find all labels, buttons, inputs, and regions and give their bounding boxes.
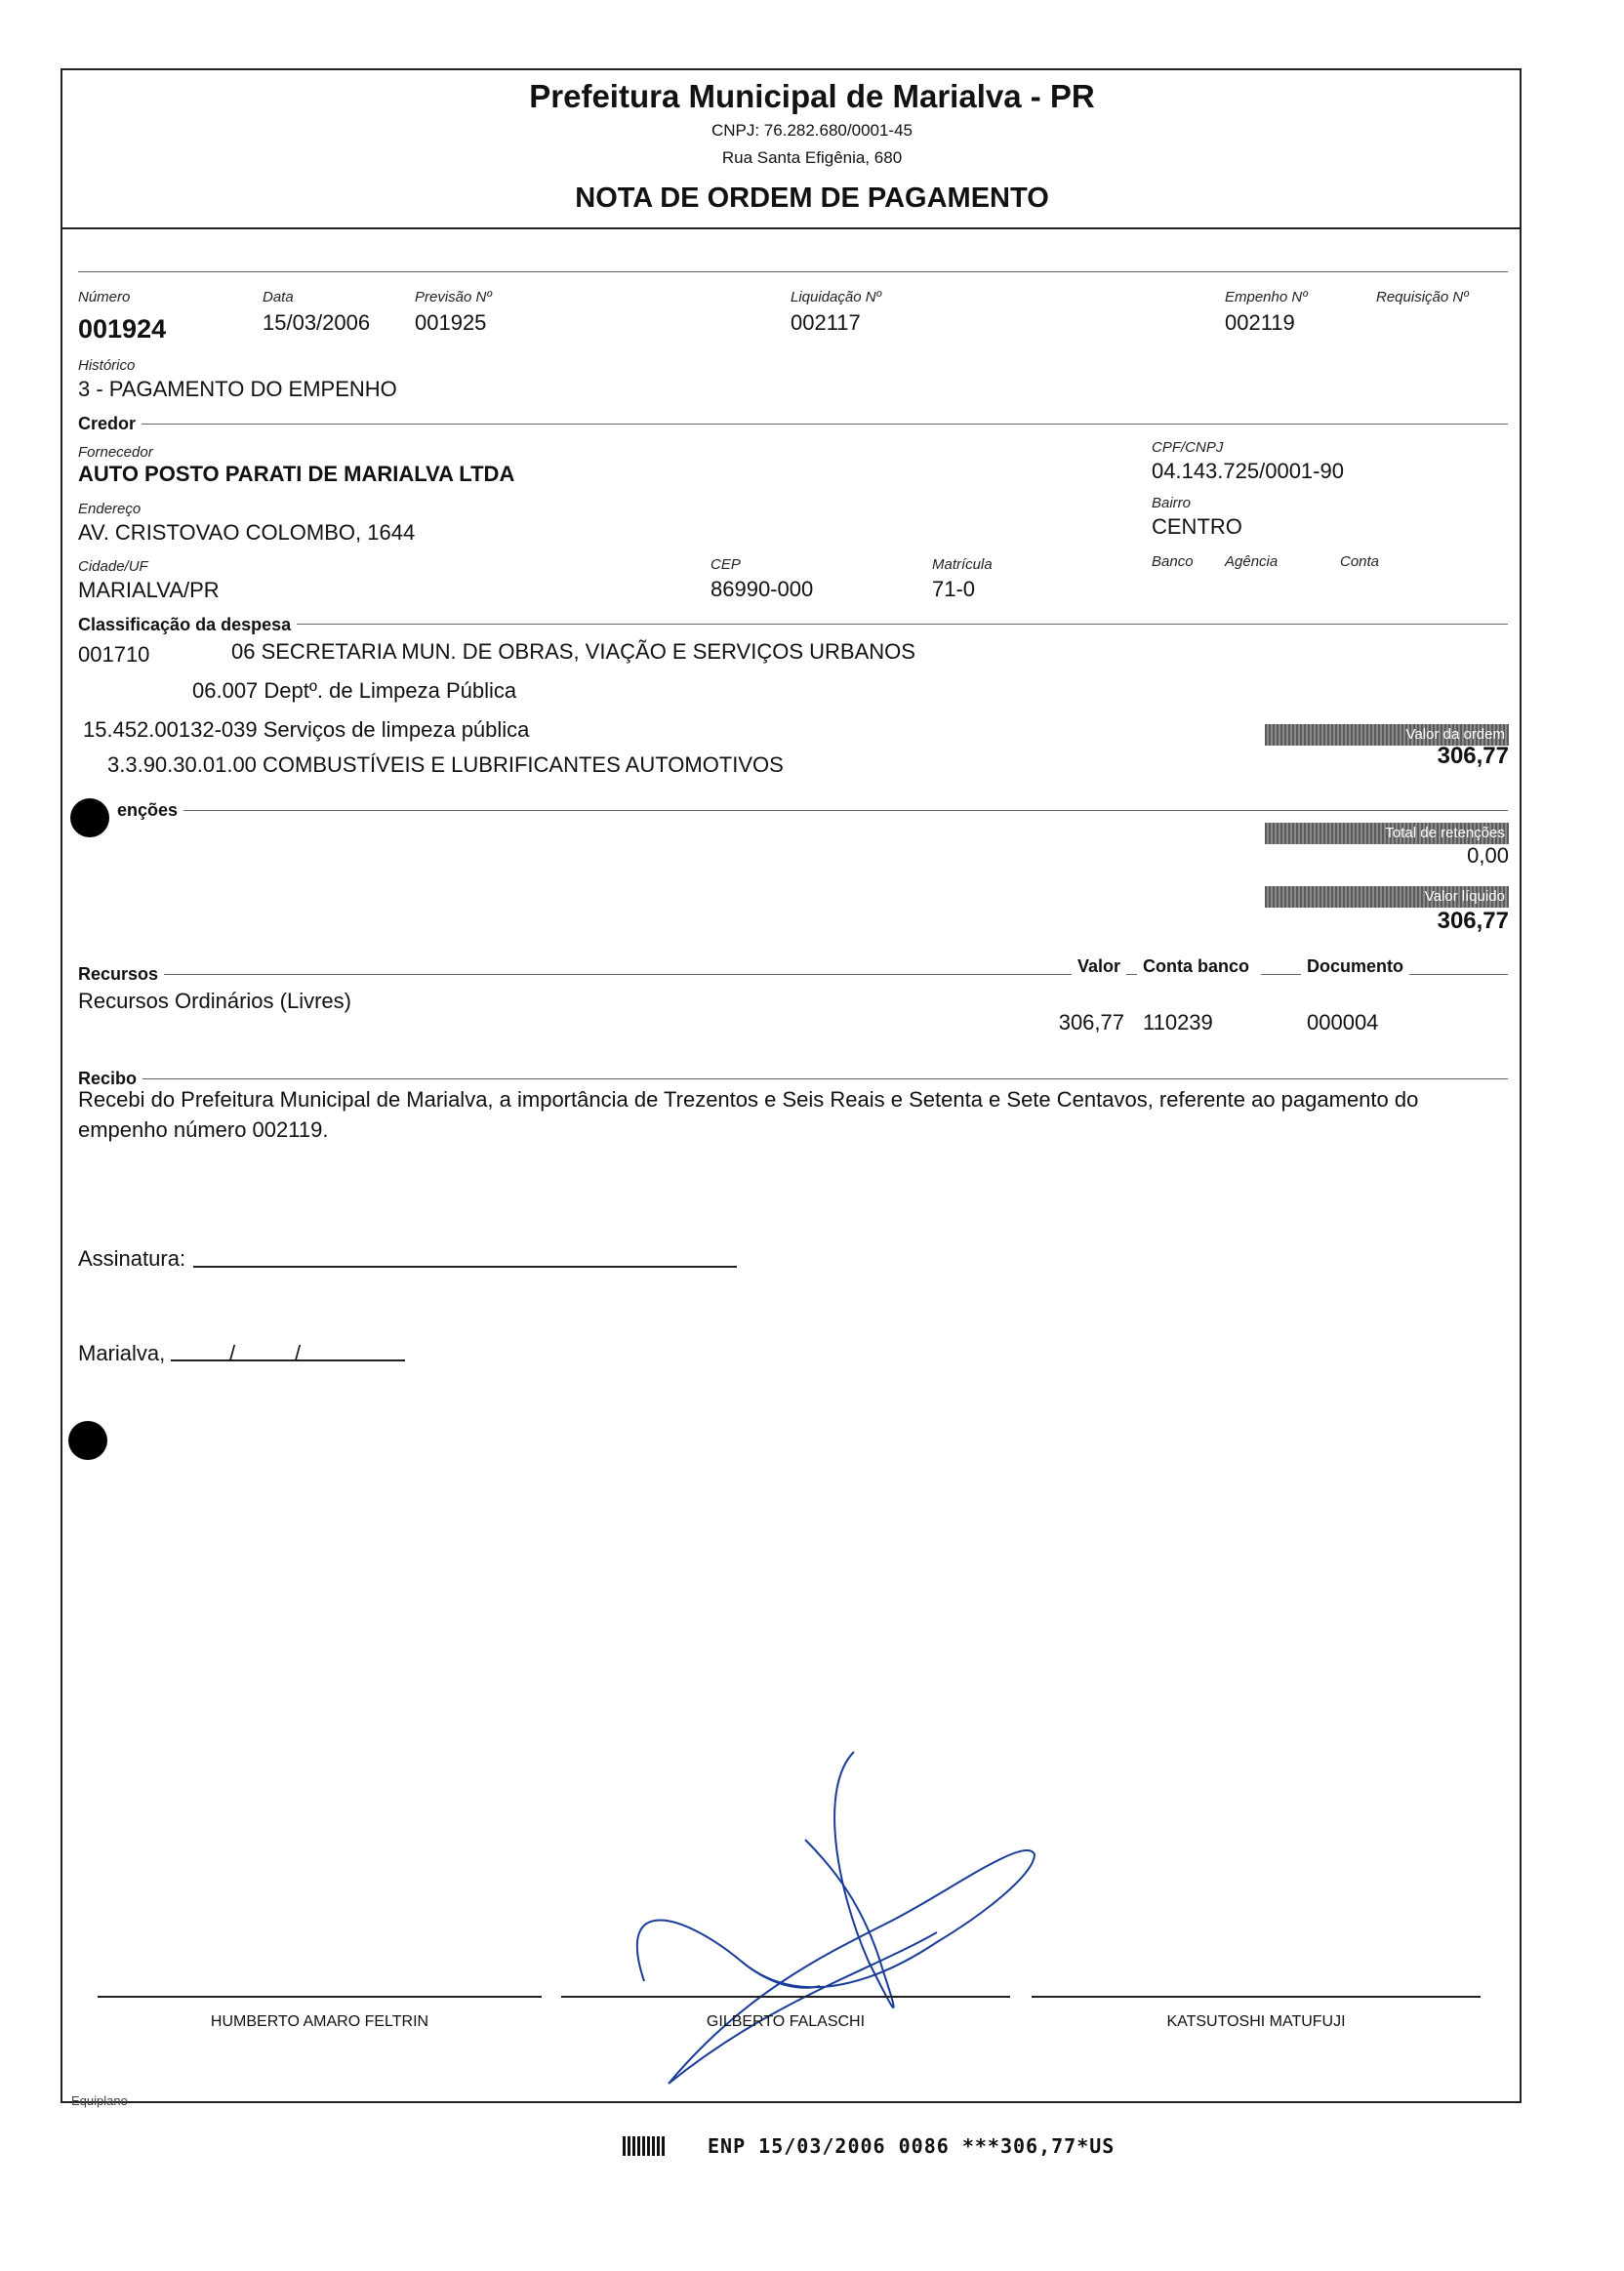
assinatura-label: Assinatura: [78,1246,186,1271]
signature-line-3 [1032,1996,1481,1998]
recursos-conta: 110239 [1143,1010,1213,1034]
retencoes-value: 0,00 [1467,843,1509,868]
signatory-3: KATSUTOSHI MATUFUJI [1166,2013,1346,2030]
previsao-label: Previsão Nº [415,289,492,305]
banco-label: Banco [1152,553,1194,570]
recursos-documento: 000004 [1307,1010,1379,1034]
recursos-conta-label: Conta banco [1137,956,1261,977]
recibo-text-line2: empenho número 002119. [78,1117,329,1142]
punch-hole-top [70,798,109,837]
valor-ordem-header: Valor da ordem [1265,724,1509,746]
numero-label: Número [78,289,131,305]
signature-line-1 [98,1996,542,1998]
cep-label: CEP [710,556,741,573]
recursos-section-title: Recursos [78,964,164,985]
recibo-section-title: Recibo [78,1069,142,1089]
header-divider [61,227,1522,229]
address-text: Rua Santa Efigênia, 680 [721,148,903,167]
retencoes-header: Total de retenções [1265,823,1509,844]
cidade-value: MARIALVA/PR [78,578,220,602]
agencia-label: Agência [1225,553,1279,570]
classificacao-line1: 06 SECRETARIA MUN. DE OBRAS, VIAÇÃO E SERVIÇOS URBANOS [231,639,915,664]
signatory-1: HUMBERTO AMARO FELTRIN [210,2013,429,2030]
classificacao-line2: 06.007 Deptº. de Limpeza Pública [192,678,517,703]
endereco-label: Endereço [78,501,142,517]
recursos-line [78,974,1508,975]
cpf-value: 04.143.725/0001-90 [1152,459,1344,483]
bairro-label: Bairro [1152,495,1192,511]
liquido-header: Valor líquido [1265,886,1509,908]
recursos-valor: 306,77 [1058,1010,1124,1034]
matricula-label: Matrícula [932,556,993,573]
historico-label: Histórico [78,357,136,374]
recibo-line [78,1078,1508,1079]
requisicao-label: Requisição Nº [1376,289,1469,305]
bairro-value: CENTRO [1152,514,1242,539]
credor-section-title: Credor [78,414,142,434]
historico-value: 3 - PAGAMENTO DO EMPENHO [78,377,397,401]
valor-ordem-value: 306,77 [1437,743,1509,769]
cep-value: 86990-000 [710,577,814,601]
liquidacao-value: 002117 [791,310,861,335]
classificacao-code: 001710 [78,642,150,667]
classificacao-line3: 15.452.00132-039 Serviços de limpeza pública [83,717,530,742]
numero-value: 001924 [78,314,167,344]
date-slash-1: / [229,1341,236,1365]
recursos-valor-label: Valor [1072,956,1126,977]
retencoes-section-title: enções [117,800,183,821]
previsao-value: 001925 [415,310,487,335]
fornecedor-label: Fornecedor [78,444,153,461]
date-slash-2: / [295,1341,302,1365]
cnpj-text: CNPJ: 76.282.680/0001-45 [710,121,914,140]
empenho-value: 002119 [1225,310,1295,335]
liquidacao-label: Liquidação Nº [791,289,882,305]
empenho-label: Empenho Nº [1225,289,1308,305]
assinatura-line [193,1266,737,1268]
data-label: Data [263,289,294,305]
conta-label: Conta [1340,553,1380,570]
matricula-value: 71-0 [932,577,976,601]
municipality-title: Prefeitura Municipal de Marialva - PR [529,78,1095,114]
signatory-2: GILBERTO FALASCHI [706,2013,866,2030]
recursos-descricao: Recursos Ordinários (Livres) [78,989,351,1013]
bank-authentication-stamp: ENP 15/03/2006 0086 ***306,77*US [708,2134,1116,2158]
liquido-value: 306,77 [1437,908,1509,934]
equiplano-brand: Equiplano [71,2093,128,2108]
endereco-value: AV. CRISTOVAO COLOMBO, 1644 [78,520,416,545]
punch-hole-bottom [68,1421,107,1460]
fornecedor-value: AUTO POSTO PARATI DE MARIALVA LTDA [78,462,515,486]
cpf-label: CPF/CNPJ [1152,439,1224,456]
order-top-line [78,271,1508,272]
recursos-documento-label: Documento [1301,956,1409,977]
classificacao-line4: 3.3.90.30.01.00 COMBUSTÍVEIS E LUBRIFICANTES AUTOMOTIVOS [107,752,784,777]
recibo-text-line1: Recebi do Prefeitura Municipal de Marialva, a importância de Trezentos e Seis Reais e Setenta e Sete Centavos, referente ao pagamento do [78,1087,1419,1112]
credor-line [78,424,1508,425]
signature-line-2 [561,1996,1010,1998]
date-line [171,1359,405,1361]
retencoes-line [127,810,1508,811]
classificacao-section-title: Classificação da despesa [78,615,297,635]
bank-stamp-logo [623,2136,667,2156]
cidade-label: Cidade/UF [78,558,148,575]
document-title: NOTA DE ORDEM DE PAGAMENTO [575,182,1049,214]
handwritten-signature [625,1747,1054,2098]
local-label: Marialva, [78,1341,166,1365]
data-value: 15/03/2006 [263,310,371,335]
